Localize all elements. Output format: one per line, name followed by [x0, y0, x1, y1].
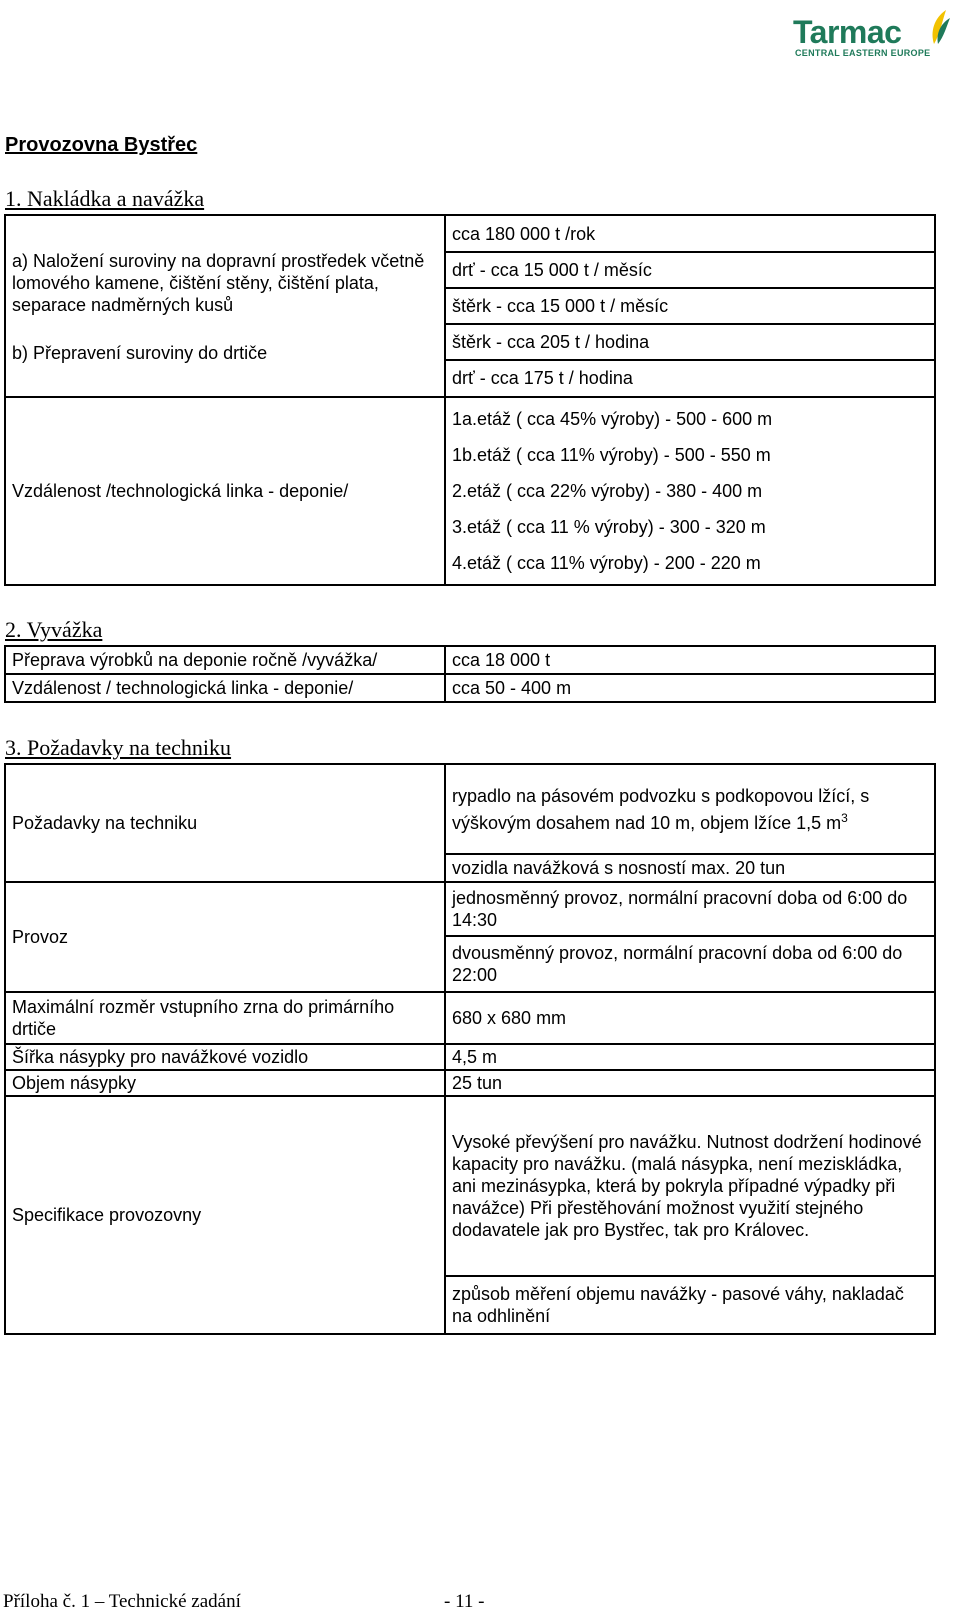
page-title: Provozovna Bystřec: [5, 134, 198, 156]
distance-row: 4.etáž ( cca 11% výroby) - 200 - 220 m: [452, 553, 761, 573]
distance-values-cell: [445, 397, 935, 585]
section-2-table: [4, 645, 936, 703]
section-1-heading: 1. Nakládka a navážka: [5, 186, 205, 211]
hopper-width-label: Šířka násypky pro navážkové vozidlo: [5, 1044, 445, 1070]
site-spec-label-cell: [5, 1096, 445, 1334]
section-1-table: [4, 214, 936, 586]
capacity-row: štěrk - cca 205 t / hodina: [446, 323, 934, 359]
double-shift-row: dvousměnný provoz, normální pracovní doba od 6:00 do 22:00: [452, 943, 903, 985]
page-number: - 11 -: [444, 1592, 485, 1611]
cubic-superscript: 3: [841, 810, 848, 825]
site-spec-text: Vysoké převýšení pro navážku. Nutnost dodržení hodinové kapacity pro navážku. (malá násypka, není meziskládka, ani mezinásypka, která by pokryla případné výpadky při navážce) Při přestěhování možnost využití stejného dodavatele jak pro Bystřec, tak pro Královec.: [446, 1097, 934, 1277]
capacity-row: cca 180 000 t /rok: [452, 224, 596, 244]
single-shift-row: jednosměnný provoz, normální pracovní doba od 6:00 do 14:30: [446, 883, 934, 937]
operation-label: Provoz: [5, 882, 445, 992]
excavator-requirement: rypadlo na pásovém podvozku s podkopovou lžící, s výškovým dosahem nad 10 m, objem lžíce 1,5 $m^3$: [452, 785, 870, 833]
equipment-label: Požadavky na techniku: [12, 813, 198, 833]
loading-item-a: a) Naložení suroviny na dopravní prostředek včetně lomového kamene, čištění stěny, čištění plata, separace nadměrných kusů: [12, 251, 425, 315]
capacity-row: štěrk - cca 15 000 t / měsíc: [446, 287, 934, 323]
section-3-table: [4, 763, 936, 1335]
distance-row: 2.etáž ( cca 22% výroby) - 380 - 400 m: [452, 481, 763, 501]
site-spec-value-cell: [445, 1096, 935, 1334]
distance-label-cell: Vzdálenost /technologická linka - deponie/: [5, 397, 445, 585]
logo-leaf-icon: [926, 8, 952, 46]
section-2-heading: 2. Vyvážka: [5, 617, 103, 642]
grain-size-label: Maximální rozměr vstupního zrna do primárního drtiče: [5, 992, 445, 1044]
grain-size-value: 680 x 680 mm: [445, 992, 935, 1044]
export-label: Přeprava výrobků na deponie ročně /vyvážka/: [5, 646, 445, 674]
section-3-heading: 3. Požadavky na techniku: [5, 735, 232, 760]
capacity-row: drť - cca 15 000 t / měsíc: [446, 251, 934, 287]
loading-item-b: b) Přepravení suroviny do drtiče: [12, 343, 268, 363]
hopper-width-value: 4,5 m: [445, 1044, 935, 1070]
export-distance-label: Vzdálenost / technologická linka - deponie/: [5, 674, 445, 702]
export-value: cca 18 000 t: [445, 646, 935, 674]
site-spec-label: Specifikace provozovny: [12, 1205, 202, 1225]
tarmac-logo: [793, 8, 955, 60]
loading-description-cell: [5, 215, 445, 397]
hopper-volume-value: 25 tun: [445, 1070, 935, 1096]
distance-row: 3.etáž ( cca 11 % výroby) - 300 - 320 m: [452, 517, 766, 537]
loading-values-cell: [445, 215, 935, 397]
export-distance-value: cca 50 - 400 m: [445, 674, 935, 702]
logo-subtitle: CENTRAL EASTERN EUROPE: [795, 48, 931, 58]
capacity-row: drť - cca 175 t / hodina: [446, 359, 934, 395]
footer-annex-label: Příloha č. 1 – Technické zadání: [3, 1592, 241, 1611]
distance-row: 1b.etáž ( cca 11% výroby) - 500 - 550 m: [452, 445, 771, 465]
hopper-volume-label: Objem násypky: [5, 1070, 445, 1096]
distance-row: 1a.etáž ( cca 45% výroby) - 500 - 600 m: [452, 409, 773, 429]
equipment-label-cell: [5, 764, 445, 882]
logo-wordmark: Tarmac: [793, 14, 902, 50]
operation-values-cell: [445, 882, 935, 992]
vehicle-requirement: vozidla navážková s nosností max. 20 tun: [452, 858, 786, 878]
measurement-method: způsob měření objemu navážky - pasové váhy, nakladač na odhlinění: [452, 1284, 904, 1326]
equipment-value-cell: [445, 764, 935, 882]
